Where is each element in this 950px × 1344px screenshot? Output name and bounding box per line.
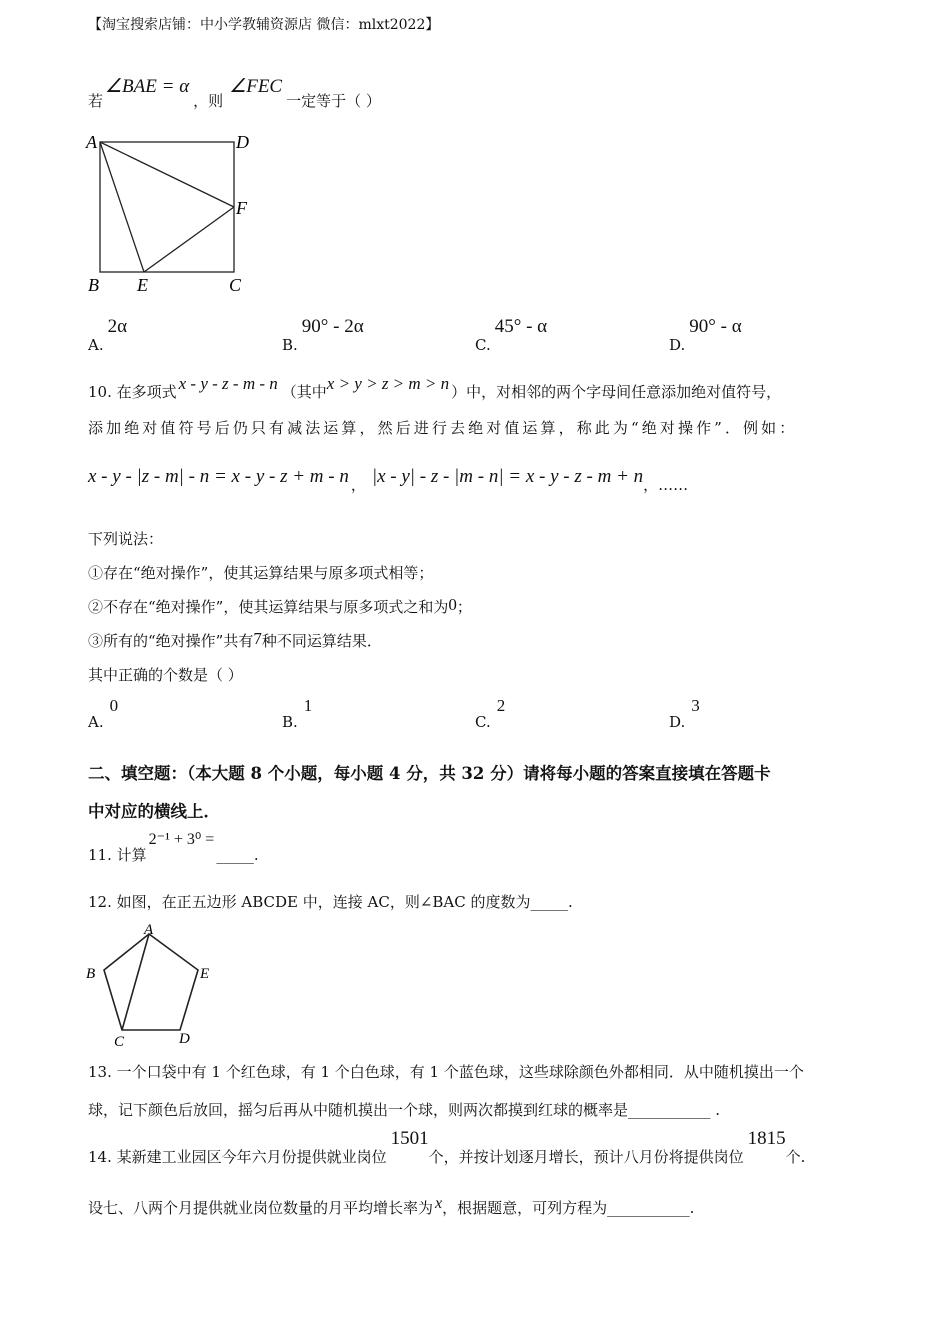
q10-s3-value: 7 xyxy=(253,629,262,648)
q13-line2: 球，记下颜色后放回，摇匀后再从中随机摸出一个球，则两次都摸到红球的概率是___________ . xyxy=(88,1101,721,1119)
section2-heading-line2: 中对应的横线上． xyxy=(88,802,220,821)
q9-option-c[interactable] xyxy=(475,316,548,354)
q14-number-1: 1501 xyxy=(390,1128,429,1149)
q14-number-2: 1815 xyxy=(747,1128,786,1149)
label-A: A xyxy=(86,132,97,152)
q9-square-figure xyxy=(80,128,260,298)
section2-heading-line1: 二、填空题：（本大题 8 个小题，每小题 4 分，共 32 分）请将每小题的答案直接填在答题卡 xyxy=(88,764,771,783)
q10-text-c: ）中，对相邻的两个字母间任意添加绝对值符号， xyxy=(451,383,782,401)
option-letter: C. xyxy=(475,713,491,731)
q11 xyxy=(88,828,259,864)
q10-s2-value: 0 xyxy=(448,595,457,614)
option-letter: A. xyxy=(88,713,104,731)
q12-text: 12. 如图，在正五边形 ABCDE 中，连接 AC，则∠BAC 的度数为_____. xyxy=(88,893,573,911)
q14-variable: x xyxy=(435,1195,443,1212)
q9-stem xyxy=(88,75,381,110)
q14-text-d: 设七、八两个月提供就业岗位数量的月平均增长率为 xyxy=(88,1199,434,1217)
q10-line1 xyxy=(88,373,782,401)
option-value: 3 xyxy=(691,696,700,715)
q10-example-1: x - y - |z - m| - n = x - y - z + m - n xyxy=(88,466,349,487)
q10-s3-text: ③所有的“绝对操作”共有 xyxy=(88,632,254,650)
option-value: 90° - α xyxy=(689,316,742,337)
label-C: C xyxy=(114,1034,125,1050)
label-E: E xyxy=(200,966,210,982)
option-value: 90° - 2α xyxy=(301,316,364,337)
q10-question: 其中正确的个数是（ ） xyxy=(88,666,243,684)
q10-option-b[interactable] xyxy=(282,696,313,731)
q9-target: ∠FEC xyxy=(229,76,283,97)
q9-option-a[interactable] xyxy=(88,316,128,354)
q10-statement-1: ①存在“绝对操作”，使其运算结果与原多项式相等； xyxy=(88,564,434,582)
label-D: D xyxy=(179,1031,190,1047)
q10-s2-text: ②不存在“绝对操作”，使其运算结果与原多项式之和为 xyxy=(88,598,449,616)
q13-line1: 13. 一个口袋中有 1 个红色球，有 1 个白色球，有 1 个蓝色球，这些球除颜色外都相同．从中随机摸出一个 xyxy=(88,1063,804,1081)
label-C: C xyxy=(229,275,242,295)
q14-text-b: 个，并按计划逐月增长，预计八月份将提供岗位 xyxy=(428,1148,744,1166)
q10-examples xyxy=(88,466,689,494)
q9-suffix: 一定等于（ ） xyxy=(286,92,381,110)
q14-text-c: 个. xyxy=(785,1148,806,1166)
option-value: 0 xyxy=(109,696,119,715)
q14-text-e: ，根据题意，可列方程为___________. xyxy=(442,1199,695,1217)
q9-option-b[interactable] xyxy=(282,316,364,354)
option-letter: D. xyxy=(669,336,686,354)
option-letter: C. xyxy=(475,336,491,354)
q11-text: 11. 计算 xyxy=(88,846,147,864)
q10-statement-2 xyxy=(88,594,472,615)
label-B: B xyxy=(86,966,96,982)
q10-line2: 添加绝对值符号后仍只有减法运算，然后进行去绝对值运算，称此为“绝对操作”．例如： xyxy=(88,419,798,437)
label-A: A xyxy=(144,922,154,938)
q10-separator: ， xyxy=(350,476,366,494)
q9-option-d[interactable] xyxy=(669,316,742,354)
q10-intro: 下列说法： xyxy=(88,530,164,548)
q10-option-c[interactable] xyxy=(475,696,506,731)
q10-option-a[interactable] xyxy=(88,696,119,731)
label-F: F xyxy=(236,198,247,218)
option-value: 45° - α xyxy=(494,316,548,337)
label-D: D xyxy=(236,132,249,152)
option-letter: B. xyxy=(282,713,298,731)
q11-answer-blank[interactable]: _____. xyxy=(216,846,259,864)
q10-s2-end: ； xyxy=(456,598,472,616)
q10-ellipsis: ，…… xyxy=(643,476,689,494)
q14-line2 xyxy=(88,1192,695,1217)
q10-option-d[interactable] xyxy=(669,696,700,731)
q9-condition: ∠BAE = α xyxy=(105,76,190,97)
q14-text-a: 14. 某新建工业园区今年六月份提供就业岗位 xyxy=(88,1148,387,1166)
q10-text-a: 10. 在多项式 xyxy=(88,383,177,401)
option-letter: D. xyxy=(669,713,686,731)
label-B: B xyxy=(88,275,99,295)
option-value: 2 xyxy=(496,696,506,715)
option-value: 1 xyxy=(303,696,313,715)
option-value: 2α xyxy=(107,316,128,337)
q9-mid: ，则 xyxy=(193,92,224,110)
q11-expression: 2⁻¹ + 3⁰ = xyxy=(148,831,215,848)
q9-prefix: 若 xyxy=(88,92,104,110)
q10-s3-end: 种不同运算结果． xyxy=(261,632,382,650)
label-E: E xyxy=(137,275,148,295)
q10-order: x > y > z > m > n xyxy=(326,374,450,393)
q14-line1 xyxy=(88,1128,806,1166)
q10-polynomial: x - y - z - m - n xyxy=(178,374,278,393)
q10-statement-3 xyxy=(88,628,382,649)
option-letter: A. xyxy=(88,336,104,354)
q12-pentagon-figure xyxy=(82,920,222,1050)
q10-example-2: |x - y| - z - |m - n| = x - y - z - m + n xyxy=(371,466,644,487)
header-watermark: 【淘宝搜索店铺：中小学教辅资源店 微信：mlxt2022】 xyxy=(88,17,440,33)
option-letter: B. xyxy=(282,336,298,354)
q10-text-b: （其中 xyxy=(281,383,327,401)
